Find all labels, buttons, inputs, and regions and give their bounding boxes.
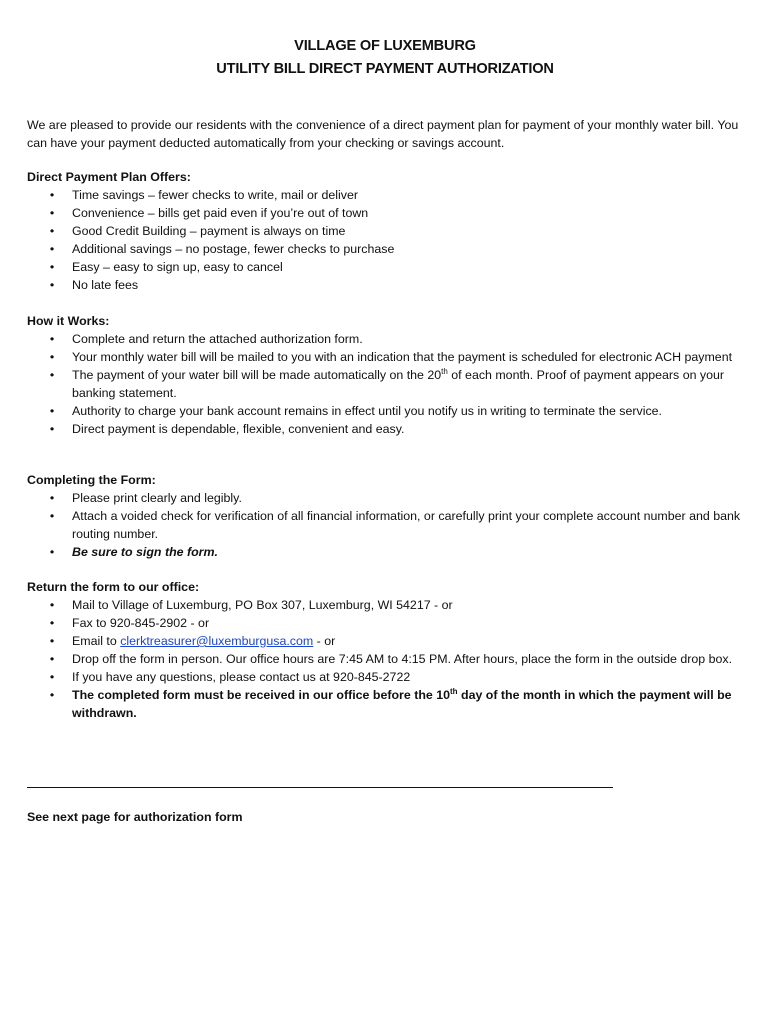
bullet-icon: • xyxy=(49,670,55,684)
completing-form-list xyxy=(27,489,747,561)
bullet-icon: • xyxy=(49,404,55,418)
list-item: • Additional savings – no postage, fewer checks to purchase xyxy=(27,240,747,258)
list-item: • Attach a voided check for verification of all financial information, or carefully print your complete account number and bank routing number. xyxy=(27,507,747,543)
how-it-works-list xyxy=(27,330,747,438)
list-item: • Your monthly water bill will be mailed to you with an indication that the payment is scheduled for electronic ACH payment xyxy=(27,348,747,366)
bullet-icon: • xyxy=(49,188,55,202)
bullet-icon: • xyxy=(49,491,55,505)
return-form-list xyxy=(27,596,747,722)
list-item: • Please print clearly and legibly. xyxy=(27,489,747,507)
bullet-icon: • xyxy=(49,332,55,346)
how-it-works-heading: How it Works: xyxy=(27,314,110,328)
bullet-icon: • xyxy=(49,598,55,612)
list-item: • Easy – easy to sign up, easy to cancel xyxy=(27,258,747,276)
list-item: • If you have any questions, please contact us at 920-845-2722 xyxy=(27,668,747,686)
bullet-icon: • xyxy=(49,422,55,436)
list-item: • Direct payment is dependable, flexible, convenient and easy. xyxy=(27,420,747,438)
offers-list xyxy=(27,186,747,294)
bullet-icon: • xyxy=(49,350,55,364)
bullet-icon: • xyxy=(49,652,55,666)
bullet-icon: • xyxy=(49,616,55,630)
list-item: • The payment of your water bill will be made automatically on the 20th of each month. Proof of payment appears on your banking statement. xyxy=(27,366,747,402)
intro-paragraph: We are pleased to provide our residents with the convenience of a direct payment plan for payment of your monthly water bill. You can have your payment deducted automatically from your checking or savings account. xyxy=(27,118,739,150)
completing-form-section xyxy=(27,471,747,561)
offers-heading: Direct Payment Plan Offers: xyxy=(27,170,191,184)
list-item xyxy=(27,686,747,722)
bullet-icon: • xyxy=(49,206,55,220)
list-item: • Convenience – bills get paid even if you’re out of town xyxy=(27,204,747,222)
completing-form-heading: Completing the Form: xyxy=(27,473,156,487)
divider-line xyxy=(27,787,613,788)
list-item: • Authority to charge your bank account remains in effect until you notify us in writing to terminate the service. xyxy=(27,402,747,420)
return-form-heading: Return the form to our office: xyxy=(27,580,200,594)
list-item: • Drop off the form in person. Our office hours are 7:45 AM to 4:15 PM. After hours, place the form in the outside drop box. xyxy=(27,650,747,668)
how-it-works-section xyxy=(27,312,747,438)
return-form-section xyxy=(27,578,747,722)
bullet-icon: • xyxy=(49,260,55,274)
bullet-icon: • xyxy=(49,688,55,702)
bullet-icon: • xyxy=(49,224,55,238)
list-item: • Email to clerktreasurer@luxemburgusa.com - or xyxy=(27,632,747,650)
bullet-icon: • xyxy=(49,634,55,648)
deadline-notice: The completed form must be received in our office before the 10th day of the month in which the payment will be withdrawn. xyxy=(72,687,732,720)
list-item: • Be sure to sign the form. xyxy=(27,543,747,561)
list-item: • Good Credit Building – payment is always on time xyxy=(27,222,747,240)
bullet-icon: • xyxy=(49,509,55,523)
village-title: VILLAGE OF LUXEMBURG xyxy=(294,38,476,54)
list-item: • Time savings – fewer checks to write, mail or deliver xyxy=(27,186,747,204)
bullet-icon: • xyxy=(49,278,55,292)
email-link[interactable]: clerktreasurer@luxemburgusa.com xyxy=(120,634,314,648)
list-item: • Fax to 920-845-2902 - or xyxy=(27,614,747,632)
footer-note: See next page for authorization form xyxy=(27,810,243,824)
document-title: UTILITY BILL DIRECT PAYMENT AUTHORIZATION xyxy=(216,61,554,77)
list-item: • Complete and return the attached authorization form. xyxy=(27,330,747,348)
list-item: • Mail to Village of Luxemburg, PO Box 307, Luxemburg, WI 54217 - or xyxy=(27,596,747,614)
list-item: • No late fees xyxy=(27,276,747,294)
bullet-icon: • xyxy=(49,545,55,559)
bullet-icon: • xyxy=(49,242,55,256)
offers-section xyxy=(27,168,747,294)
bullet-icon: • xyxy=(49,368,55,382)
